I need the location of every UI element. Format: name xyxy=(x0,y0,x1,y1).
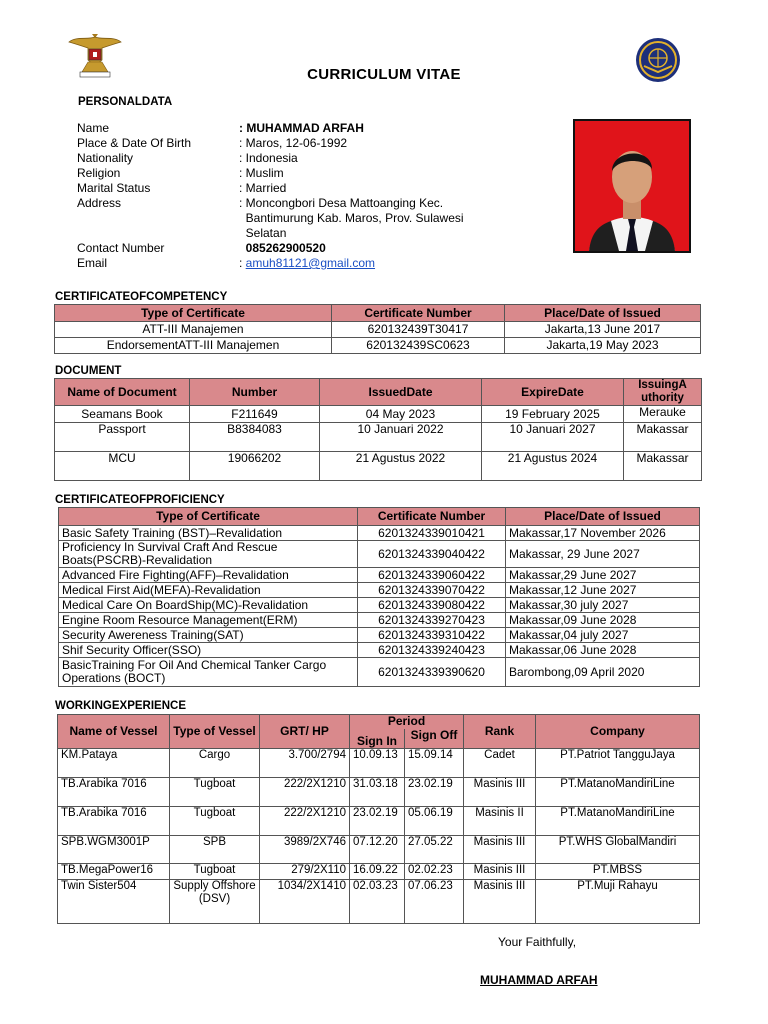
email-link[interactable]: amuh81121@gmail.com xyxy=(245,256,376,270)
coc-cell: Jakarta,19 May 2023 xyxy=(505,338,701,354)
cop-cell: Advanced Fire Fighting(AFF)–Revalidation xyxy=(59,568,358,583)
coc-cell: EndorsementATT-III Manajemen xyxy=(55,338,332,354)
pd-row-name xyxy=(77,121,509,136)
doc-header-authority: IssuingA uthority xyxy=(624,379,702,406)
work-cell: SPB xyxy=(170,836,260,864)
cop-cell: Makassar,30 july 2027 xyxy=(506,598,700,613)
table-row xyxy=(55,338,701,354)
work-cell: 1034/2X1410 xyxy=(260,880,350,924)
work-cell: PT.MatanoMandiriLine xyxy=(536,807,700,836)
work-cell: 02.03.23 xyxy=(350,880,405,924)
work-cell: Masinis III xyxy=(464,880,536,924)
cop-cell: 6201324339240423 xyxy=(358,643,506,658)
pd-row-religion xyxy=(77,166,509,181)
pd-label: Email xyxy=(77,256,108,270)
cop-cell: Proficiency In Survival Craft And Rescue Boats(PSCRB)-Revalidation xyxy=(59,541,358,568)
work-cell: 10.09.13 xyxy=(350,749,405,778)
closing-text: Your Faithfully, xyxy=(498,935,577,949)
pd-value: : Moncongbori Desa Mattoanging Kec. xyxy=(239,196,444,210)
cop-cell: Makassar,12 June 2027 xyxy=(506,583,700,598)
doc-cell: Seamans Book xyxy=(55,406,190,423)
work-cell: 07.06.23 xyxy=(405,880,464,924)
doc-header-number: Number xyxy=(190,379,320,406)
coc-cell: 620132439SC0623 xyxy=(332,338,505,354)
cop-cell: Security Awereness Training(SAT) xyxy=(59,628,358,643)
work-cell: TB.Arabika 7016 xyxy=(58,807,170,836)
work-cell: KM.Pataya xyxy=(58,749,170,778)
work-cell: Masinis III xyxy=(464,836,536,864)
work-header-company: Company xyxy=(536,715,700,749)
work-cell: Cargo xyxy=(170,749,260,778)
work-cell: TB.MegaPower16 xyxy=(58,864,170,880)
pd-label xyxy=(77,211,239,226)
pd-value xyxy=(239,256,509,271)
cop-cell: Makassar,06 June 2028 xyxy=(506,643,700,658)
work-cell: 02.02.23 xyxy=(405,864,464,880)
work-cell: Tugboat xyxy=(170,778,260,807)
work-cell: 23.02.19 xyxy=(350,807,405,836)
work-header-type: Type of Vessel xyxy=(170,715,260,749)
doc-cell: B8384083 xyxy=(190,423,320,452)
table-row xyxy=(58,864,700,880)
table-row xyxy=(59,598,700,613)
profile-photo xyxy=(573,119,691,253)
pd-value: 085262900520 xyxy=(239,241,326,255)
pd-row-nationality xyxy=(77,151,509,166)
coc-cell: Jakarta,13 June 2017 xyxy=(505,322,701,338)
pd-row-address xyxy=(77,196,509,211)
cop-cell: 6201324339070422 xyxy=(358,583,506,598)
pd-value: : Married xyxy=(239,181,287,195)
table-row xyxy=(55,406,702,423)
coc-table xyxy=(54,304,701,354)
work-table xyxy=(57,714,700,924)
work-header-rank: Rank xyxy=(464,715,536,749)
table-row xyxy=(58,807,700,836)
pd-value: : Maros, 12-06-1992 xyxy=(239,136,348,150)
work-cell: Masinis III xyxy=(464,778,536,807)
pd-row-contact xyxy=(77,241,509,256)
work-cell: 16.09.22 xyxy=(350,864,405,880)
cop-cell: 6201324339060422 xyxy=(358,568,506,583)
doc-cell: Makassar xyxy=(624,423,702,452)
table-row xyxy=(55,322,701,338)
work-cell: 15.09.14 xyxy=(405,749,464,778)
doc-cell: 19 February 2025 xyxy=(482,406,624,423)
pd-value: : Indonesia xyxy=(239,151,298,165)
work-cell: Masinis III xyxy=(464,864,536,880)
pd-row-email xyxy=(77,256,509,271)
work-cell: 23.02.19 xyxy=(405,778,464,807)
doc-cell: MCU xyxy=(55,452,190,481)
work-cell: PT.WHS GlobalMandiri xyxy=(536,836,700,864)
cop-cell: Makassar,09 June 2028 xyxy=(506,613,700,628)
work-cell: PT.Muji Rahayu xyxy=(536,880,700,924)
cop-cell: Makassar,04 july 2027 xyxy=(506,628,700,643)
work-cell: 222/2X1210 xyxy=(260,778,350,807)
pd-row-address-3 xyxy=(77,226,509,241)
doc-cell: Merauke xyxy=(624,406,702,423)
pd-label: Nationality xyxy=(77,151,134,165)
work-cell: Masinis II xyxy=(464,807,536,836)
work-cell: 05.06.19 xyxy=(405,807,464,836)
coc-header-place: Place/Date of Issued xyxy=(505,305,701,322)
pd-label: Religion xyxy=(77,166,121,180)
doc-cell: 04 May 2023 xyxy=(320,406,482,423)
page-title: CURRICULUM VITAE xyxy=(307,66,461,83)
cop-table xyxy=(58,507,700,687)
table-row xyxy=(59,526,700,541)
work-header-period: Period xyxy=(350,715,464,729)
coc-cell: ATT-III Manajemen xyxy=(55,322,332,338)
cop-cell: 6201324339080422 xyxy=(358,598,506,613)
pd-label: Contact Number xyxy=(77,241,165,255)
doc-cell: Passport xyxy=(55,423,190,452)
cop-cell: 6201324339040422 xyxy=(358,541,506,568)
doc-cell: 21 Agustus 2022 xyxy=(320,452,482,481)
table-row xyxy=(59,643,700,658)
work-cell: 27.05.22 xyxy=(405,836,464,864)
doc-header-name: Name of Document xyxy=(55,379,190,406)
table-row xyxy=(59,658,700,687)
work-cell: PT.MBSS xyxy=(536,864,700,880)
table-row xyxy=(58,836,700,864)
pd-value: Bantimurung Kab. Maros, Prov. Sulawesi xyxy=(239,211,464,225)
doc-header-issued: IssuedDate xyxy=(320,379,482,406)
work-cell: 222/2X1210 xyxy=(260,807,350,836)
doc-cell: Makassar xyxy=(624,452,702,481)
email-prefix: : xyxy=(239,256,246,270)
cop-cell: BasicTraining For Oil And Chemical Tanker Cargo Operations (BOCT) xyxy=(59,658,358,687)
cop-cell: Medical Care On BoardShip(MC)-Revalidation xyxy=(59,598,358,613)
pd-value: : MUHAMMAD ARFAH xyxy=(239,121,364,135)
pd-label: Place & Date Of Birth xyxy=(77,136,192,150)
work-cell: 07.12.20 xyxy=(350,836,405,864)
work-heading: WORKINGEXPERIENCE xyxy=(55,700,186,712)
work-header-vessel: Name of Vessel xyxy=(58,715,170,749)
pd-row-birth xyxy=(77,136,509,151)
work-header-sign-off: Sign Off xyxy=(405,729,464,749)
cop-cell: 6201324339390620 xyxy=(358,658,506,687)
work-header-grt: GRT/ HP xyxy=(260,715,350,749)
cop-cell: 6201324339270423 xyxy=(358,613,506,628)
pd-row-marital xyxy=(77,181,509,196)
work-cell: Twin Sister504 xyxy=(58,880,170,924)
cop-header-place: Place/Date of Issued xyxy=(506,508,700,526)
pd-label xyxy=(77,226,239,241)
table-row xyxy=(59,541,700,568)
table-row xyxy=(58,749,700,778)
table-row xyxy=(59,568,700,583)
cop-cell: Makassar,29 June 2027 xyxy=(506,568,700,583)
pd-label: Marital Status xyxy=(77,181,151,195)
work-cell: PT.MatanoMandiriLine xyxy=(536,778,700,807)
work-cell: Tugboat xyxy=(170,864,260,880)
work-cell: PT.Patriot TangguJaya xyxy=(536,749,700,778)
doc-header-expire: ExpireDate xyxy=(482,379,624,406)
cop-cell: 6201324339310422 xyxy=(358,628,506,643)
document-heading: DOCUMENT xyxy=(55,365,122,377)
pd-row-address-2 xyxy=(77,211,509,226)
table-row xyxy=(55,452,702,481)
table-row xyxy=(59,583,700,598)
doc-cell: 10 Januari 2027 xyxy=(482,423,624,452)
work-cell: Tugboat xyxy=(170,807,260,836)
document-table xyxy=(54,378,702,481)
doc-cell: 19066202 xyxy=(190,452,320,481)
work-cell: 3.700/2794 xyxy=(260,749,350,778)
work-cell: SPB.WGM3001P xyxy=(58,836,170,864)
coc-header-type: Type of Certificate xyxy=(55,305,332,322)
cop-cell: Basic Safety Training (BST)–Revalidation xyxy=(59,526,358,541)
cop-cell: Shif Security Officer(SSO) xyxy=(59,643,358,658)
cop-cell: Engine Room Resource Management(ERM) xyxy=(59,613,358,628)
cop-cell: Makassar,17 November 2026 xyxy=(506,526,700,541)
work-cell: Supply Offshore (DSV) xyxy=(170,880,260,924)
doc-cell: 21 Agustus 2024 xyxy=(482,452,624,481)
coc-header-number: Certificate Number xyxy=(332,305,505,322)
cop-cell: Medical First Aid(MEFA)-Revalidation xyxy=(59,583,358,598)
doc-cell: F211649 xyxy=(190,406,320,423)
table-row xyxy=(58,778,700,807)
cop-header-type: Type of Certificate xyxy=(59,508,358,526)
work-cell: TB.Arabika 7016 xyxy=(58,778,170,807)
work-cell: Cadet xyxy=(464,749,536,778)
coc-heading: CERTIFICATEOFCOMPETENCY xyxy=(55,291,228,303)
table-row xyxy=(58,880,700,924)
table-row xyxy=(59,613,700,628)
cop-cell: 6201324339010421 xyxy=(358,526,506,541)
pd-label: Address xyxy=(77,196,122,210)
doc-cell: 10 Januari 2022 xyxy=(320,423,482,452)
coc-cell: 620132439T30417 xyxy=(332,322,505,338)
signature-name: MUHAMMAD ARFAH xyxy=(480,973,598,987)
work-header-sign-in: Sign In xyxy=(350,729,405,749)
cop-cell: Barombong,09 April 2020 xyxy=(506,658,700,687)
work-cell: 3989/2X746 xyxy=(260,836,350,864)
work-cell: 31.03.18 xyxy=(350,778,405,807)
pd-value: : Muslim xyxy=(239,166,284,180)
personal-data xyxy=(77,121,509,271)
personal-data-heading: PERSONALDATA xyxy=(78,96,173,108)
pd-label: Name xyxy=(77,121,110,135)
cop-heading: CERTIFICATEOFPROFICIENCY xyxy=(55,494,225,506)
work-cell: 279/2X110 xyxy=(260,864,350,880)
cop-header-number: Certificate Number xyxy=(358,508,506,526)
pd-value: Selatan xyxy=(239,226,287,240)
table-row xyxy=(59,628,700,643)
table-row xyxy=(55,423,702,452)
cop-cell: Makassar, 29 June 2027 xyxy=(506,541,700,568)
